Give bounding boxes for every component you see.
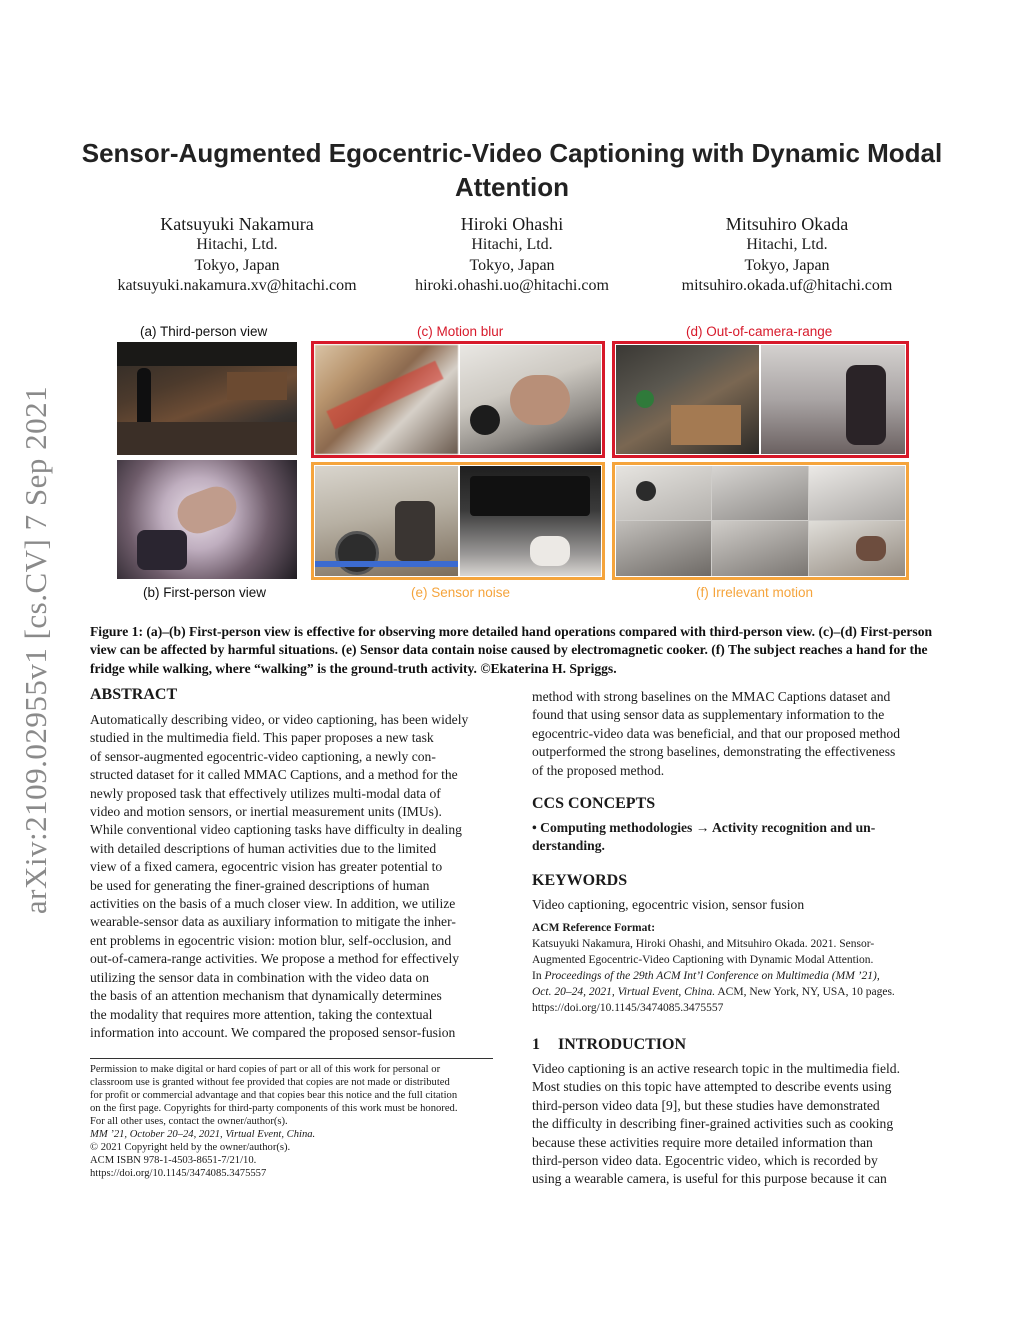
irrelevant-motion-image-grid	[616, 466, 905, 576]
paper-title: Sensor-Augmented Egocentric-Video Captioning with Dynamic Modal Attention	[81, 138, 943, 202]
out-of-camera-range-image-1	[616, 345, 759, 454]
sensor-noise-image-1	[315, 466, 458, 576]
text-line: out-of-camera-range activities. We propose a method for effectively	[90, 951, 460, 967]
text-line: wearable-sensor data as auxiliary information to mitigate the inher-	[90, 914, 456, 930]
label-out-of-camera-range: (d) Out-of-camera-range	[686, 324, 833, 339]
ccs-concepts	[532, 819, 936, 856]
text-line: be used for generating the finer-grained descriptions of human	[90, 877, 430, 893]
arxiv-stamp: arXiv:2109.02955v1 [cs.CV] 7 Sep 2021	[18, 385, 53, 915]
text-line: egocentric-video data was beneficial, and that our proposed method	[532, 725, 901, 741]
motion-blur-image-2	[460, 345, 601, 454]
author-affiliation: Hitachi, Ltd.	[471, 236, 553, 253]
text-line: activities on the basis of a much closer view. In addition, we utilize	[90, 896, 456, 912]
text-span: In	[532, 970, 545, 982]
text-line: using a wearable camera, is useful for this purpose because it can	[532, 1171, 887, 1187]
text-line: derstanding.	[532, 838, 605, 854]
copyright-footnote	[90, 1063, 500, 1180]
text-line: on the first page. Copyrights for third-party components of this work must be honored.	[90, 1103, 458, 1114]
text-line: Video captioning is an active research topic in the multimedia field.	[532, 1061, 900, 1076]
text-line: with detailed descriptions of human activities due to the limited	[90, 840, 437, 856]
label-sensor-noise: (e) Sensor noise	[411, 585, 511, 600]
acm-reference-heading: ACM Reference Format:	[532, 922, 656, 934]
text-line	[532, 984, 942, 1000]
text-line: third-person video data. Egocentric video, which is recorded by	[532, 1153, 878, 1169]
text-line: ent problems in egocentric vision: motion blur, self-occlusion, and	[90, 932, 452, 948]
text-line: third-person video data [9], but these studies have demonstrated	[532, 1097, 880, 1113]
doi-link[interactable]: https://doi.org/10.1145/3474085.3475557	[532, 1002, 724, 1014]
text-span: ACM, New York, NY, USA, 10 pages.	[715, 986, 895, 998]
text-line: information into account. We compared the proposed sensor-fusion	[90, 1024, 456, 1040]
ccs-heading: CCS CONCEPTS	[532, 795, 656, 812]
text-line: for profit or commercial advantage and that copies bear this notice and the full citation	[90, 1090, 458, 1101]
author-3	[637, 213, 937, 297]
isbn-line: ACM ISBN 978-1-4503-8651-7/21/10.	[90, 1155, 257, 1166]
author-name: Katsuyuki Nakamura	[160, 214, 314, 234]
text-line: of sensor-augmented egocentric-video captioning, a newly con-	[90, 748, 436, 764]
text-line: • Computing methodologies → Activity recognition and un-	[532, 820, 876, 835]
author-affiliation: Hitachi, Ltd.	[746, 236, 828, 253]
abstract-continued	[532, 688, 936, 780]
introduction-text	[532, 1060, 936, 1189]
acm-reference	[532, 920, 942, 1016]
text-line: the difficulty in describing finer-grained activities such as cooking	[532, 1116, 894, 1132]
text-line: Most studies on this topic have attempted to describe events using	[532, 1079, 892, 1095]
text-line: because these activities require more detailed information than	[532, 1134, 873, 1150]
section-title: INTRODUCTION	[558, 1036, 687, 1053]
abstract-text	[90, 711, 493, 1042]
proceedings-title: Proceedings of the 29th ACM Int’l Conference on Multimedia (MM ’21),	[544, 970, 880, 982]
sensor-noise-image-2	[460, 466, 601, 576]
first-person-view-image	[117, 460, 297, 579]
label-first-person-view: (b) First-person view	[143, 585, 267, 600]
text-line: newly proposed task that effectively utilizes multi-modal data of	[90, 785, 441, 801]
author-name: Hiroki Ohashi	[460, 214, 564, 234]
text-line: method with strong baselines on the MMAC Captions dataset and	[532, 689, 891, 704]
section-number: 1	[532, 1036, 540, 1053]
figure-caption: Figure 1: (a)–(b) First-person view is effective for observing more detailed hand operations compared with third-person view. (c)–(d) First-person view can be affected by harmful situations. (e) Sensor data contain noise caused by electromagnetic cooker. (f) The subject reaches a hand for the fridge while walking, where “walking” is the ground-truth activity. ©Ekaterina H. Spriggs.	[90, 624, 933, 676]
footnote-rule	[90, 1058, 493, 1059]
text-line: structed dataset for it called MMAC Captions, and a method for the	[90, 767, 458, 783]
third-person-view-image	[117, 342, 297, 455]
text-line: Katsuyuki Nakamura, Hiroki Ohashi, and Mitsuhiro Okada. 2021. Sensor-	[532, 938, 875, 950]
text-line: For all other uses, contact the owner/author(s).	[90, 1116, 288, 1127]
motion-blur-image-1	[315, 345, 458, 454]
author-name: Mitsuhiro Okada	[725, 214, 849, 234]
author-email: hiroki.ohashi.uo@hitachi.com	[415, 277, 609, 294]
text-line	[532, 968, 942, 984]
keywords-heading: KEYWORDS	[532, 872, 628, 889]
text-line: While conventional video captioning tasks have difficulty in dealing	[90, 822, 462, 838]
out-of-camera-range-image-2	[761, 345, 905, 454]
copyright-line: © 2021 Copyright held by the owner/author(s).	[90, 1142, 291, 1153]
author-email: katsuyuki.nakamura.xv@hitachi.com	[117, 277, 357, 294]
author-1	[87, 213, 387, 297]
text-line: the basis of an attention mechanism that dynamically determines	[90, 988, 442, 1004]
label-motion-blur: (c) Motion blur	[417, 324, 504, 339]
text-line: of the proposed method.	[532, 762, 665, 778]
author-2	[362, 213, 662, 297]
abstract-heading: ABSTRACT	[90, 686, 178, 703]
doi-link[interactable]: https://doi.org/10.1145/3474085.3475557	[90, 1168, 267, 1179]
text-line: found that using sensor data as supplementary information to the	[532, 707, 885, 723]
author-location: Tokyo, Japan	[194, 256, 280, 274]
text-line: utilizing the sensor data in combination with the video data on	[90, 969, 430, 985]
text-line: Permission to make digital or hard copies of part or all of this work for personal or	[90, 1064, 441, 1075]
text-line: view of a fixed camera, egocentric vision has greater potential to	[90, 859, 443, 875]
text-line: video and motion sensors, or inertial measurement units (IMUs).	[90, 804, 442, 820]
text-line: studied in the multimedia field. This paper proposes a new task	[90, 730, 434, 746]
text-line: classroom use is granted without fee provided that copies are not made or distributed	[90, 1077, 450, 1088]
event-info: Oct. 20–24, 2021, Virtual Event, China.	[532, 986, 716, 998]
conference-venue: MM ’21, October 20–24, 2021, Virtual Event, China.	[90, 1129, 316, 1140]
keywords-text: Video captioning, egocentric vision, sensor fusion	[532, 897, 805, 912]
author-location: Tokyo, Japan	[744, 256, 830, 274]
author-location: Tokyo, Japan	[469, 256, 555, 274]
introduction-heading	[532, 1036, 686, 1054]
author-affiliation: Hitachi, Ltd.	[196, 236, 278, 253]
text-line: Augmented Egocentric-Video Captioning with Dynamic Modal Attention.	[532, 954, 874, 966]
text-line: Automatically describing video, or video captioning, has been widely	[90, 712, 469, 727]
author-email: mitsuhiro.okada.uf@hitachi.com	[681, 277, 893, 294]
text-line: outperformed the strong baselines, demonstrating the effectiveness	[532, 744, 896, 760]
label-third-person-view: (a) Third-person view	[140, 324, 268, 339]
text-line: the modality that requires more attention, taking the contextual	[90, 1006, 433, 1022]
label-irrelevant-motion: (f) Irrelevant motion	[696, 585, 814, 600]
